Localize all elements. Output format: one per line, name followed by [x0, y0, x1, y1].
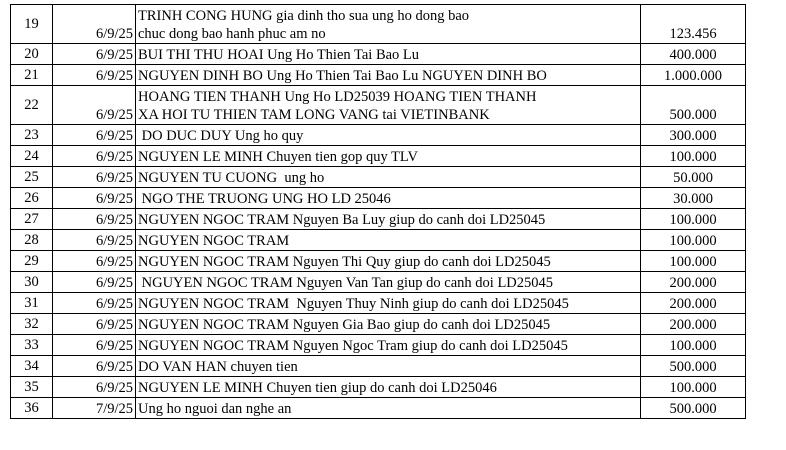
description-cell [136, 167, 641, 188]
table-row [11, 125, 746, 146]
description-cell [136, 398, 641, 419]
row-number-cell: 30 [11, 272, 53, 293]
amount-cell: 123.456 [641, 5, 746, 44]
table-row [11, 293, 746, 314]
amount-cell: 50.000 [641, 167, 746, 188]
row-number-cell: 33 [11, 335, 53, 356]
date-cell: 6/9/25 [53, 230, 136, 251]
description-line: HOANG TIEN THANH Ung Ho LD25039 HOANG TIEN THANH [138, 89, 537, 105]
amount-cell: 100.000 [641, 146, 746, 167]
table-row [11, 314, 746, 335]
table-row [11, 230, 746, 251]
amount-cell: 100.000 [641, 251, 746, 272]
description-line: TRINH CONG HUNG gia dinh tho sua ung ho dong bao [138, 8, 470, 24]
donation-table-body [11, 5, 746, 419]
description-cell [136, 272, 641, 293]
row-number-cell: 21 [11, 65, 53, 86]
date-cell: 7/9/25 [53, 398, 136, 419]
amount-cell: 100.000 [641, 209, 746, 230]
row-number-cell: 28 [11, 230, 53, 251]
amount-cell: 100.000 [641, 230, 746, 251]
table-row [11, 377, 746, 398]
description-cell [136, 251, 641, 272]
description-line: NGUYEN NGOC TRAM Nguyen Gia Bao giup do canh doi LD25045 [138, 317, 551, 333]
description-cell [136, 209, 641, 230]
row-number-cell: 23 [11, 125, 53, 146]
description-line: Ung ho nguoi dan nghe an [138, 401, 292, 417]
row-number-cell: 32 [11, 314, 53, 335]
row-number-cell: 25 [11, 167, 53, 188]
row-number-cell: 27 [11, 209, 53, 230]
date-cell: 6/9/25 [53, 272, 136, 293]
description-cell [136, 188, 641, 209]
amount-cell: 500.000 [641, 356, 746, 377]
date-cell: 6/9/25 [53, 167, 136, 188]
description-line: NGUYEN LE MINH Chuyen tien giup do canh doi LD25046 [138, 380, 497, 396]
description-line: NGUYEN NGOC TRAM Nguyen Ba Luy giup do canh doi LD25045 [138, 212, 546, 228]
description-line: BUI THI THU HOAI Ung Ho Thien Tai Bao Lu [138, 47, 420, 63]
row-number-cell: 24 [11, 146, 53, 167]
row-number-cell: 35 [11, 377, 53, 398]
amount-cell: 100.000 [641, 377, 746, 398]
date-cell: 6/9/25 [53, 5, 136, 44]
amount-cell: 300.000 [641, 125, 746, 146]
date-cell: 6/9/25 [53, 44, 136, 65]
date-cell: 6/9/25 [53, 356, 136, 377]
table-row [11, 146, 746, 167]
table-row [11, 335, 746, 356]
description-cell [136, 314, 641, 335]
date-cell: 6/9/25 [53, 146, 136, 167]
amount-cell: 400.000 [641, 44, 746, 65]
amount-cell: 500.000 [641, 86, 746, 125]
date-cell: 6/9/25 [53, 125, 136, 146]
description-line: NGUYEN NGOC TRAM [138, 233, 290, 249]
table-row [11, 44, 746, 65]
row-number-cell: 22 [11, 86, 53, 125]
row-number-cell: 20 [11, 44, 53, 65]
donation-table [10, 4, 746, 419]
description-cell [136, 125, 641, 146]
description-cell [136, 44, 641, 65]
table-row [11, 5, 746, 44]
row-number-cell: 19 [11, 5, 53, 44]
description-cell [136, 5, 641, 44]
date-cell: 6/9/25 [53, 188, 136, 209]
table-row [11, 86, 746, 125]
description-line: chuc dong bao hanh phuc am no [138, 26, 326, 42]
table-row [11, 272, 746, 293]
description-line: NGUYEN NGOC TRAM Nguyen Ngoc Tram giup do canh doi LD25045 [138, 338, 568, 354]
description-cell [136, 293, 641, 314]
description-cell [136, 377, 641, 398]
description-line: NGUYEN DINH BO Ung Ho Thien Tai Bao Lu NGUYEN DINH BO [138, 68, 547, 84]
row-number-cell: 36 [11, 398, 53, 419]
description-line: NGUYEN NGOC TRAM Nguyen Van Tan giup do canh doi LD25045 [138, 275, 554, 291]
table-row [11, 167, 746, 188]
table-row [11, 209, 746, 230]
description-cell [136, 146, 641, 167]
description-cell [136, 86, 641, 125]
amount-cell: 200.000 [641, 314, 746, 335]
description-line: XA HOI TU THIEN TAM LONG VANG tai VIETINBANK [138, 107, 490, 123]
amount-cell: 30.000 [641, 188, 746, 209]
description-line: NGO THE TRUONG UNG HO LD 25046 [138, 191, 391, 207]
date-cell: 6/9/25 [53, 377, 136, 398]
date-cell: 6/9/25 [53, 251, 136, 272]
description-line: DO DUC DUY Ung ho quy [138, 128, 304, 144]
date-cell: 6/9/25 [53, 209, 136, 230]
amount-cell: 1.000.000 [641, 65, 746, 86]
description-line: DO VAN HAN chuyen tien [138, 359, 298, 375]
description-line: NGUYEN NGOC TRAM Nguyen Thuy Ninh giup do canh doi LD25045 [138, 296, 569, 312]
date-cell: 6/9/25 [53, 314, 136, 335]
row-number-cell: 29 [11, 251, 53, 272]
description-line: NGUYEN LE MINH Chuyen tien gop quy TLV [138, 149, 418, 165]
table-row [11, 188, 746, 209]
date-cell: 6/9/25 [53, 65, 136, 86]
amount-cell: 200.000 [641, 272, 746, 293]
description-line: NGUYEN TU CUONG ung ho [138, 170, 325, 186]
table-row [11, 65, 746, 86]
description-cell [136, 335, 641, 356]
table-row [11, 356, 746, 377]
description-line: NGUYEN NGOC TRAM Nguyen Thi Quy giup do canh doi LD25045 [138, 254, 551, 270]
amount-cell: 200.000 [641, 293, 746, 314]
table-row [11, 251, 746, 272]
description-cell [136, 356, 641, 377]
description-cell [136, 230, 641, 251]
amount-cell: 100.000 [641, 335, 746, 356]
date-cell: 6/9/25 [53, 86, 136, 125]
date-cell: 6/9/25 [53, 293, 136, 314]
table-row [11, 398, 746, 419]
amount-cell: 500.000 [641, 398, 746, 419]
row-number-cell: 34 [11, 356, 53, 377]
row-number-cell: 31 [11, 293, 53, 314]
description-cell [136, 65, 641, 86]
date-cell: 6/9/25 [53, 335, 136, 356]
row-number-cell: 26 [11, 188, 53, 209]
